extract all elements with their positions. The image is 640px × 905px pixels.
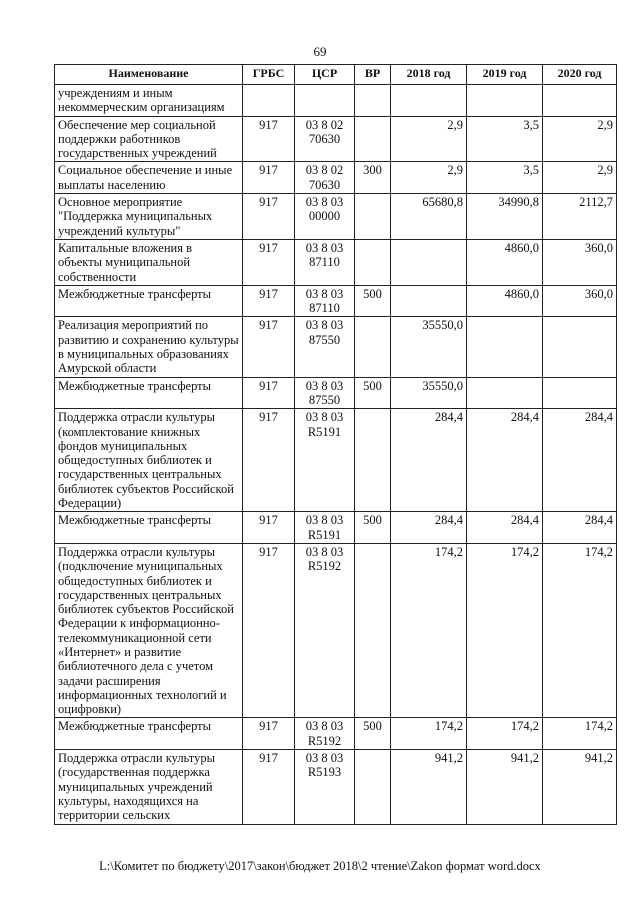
cell-2018: 174,2 bbox=[391, 543, 467, 718]
cell-grbs: 917 bbox=[243, 718, 295, 750]
cell-csr: 03 8 03 00000 bbox=[295, 194, 355, 240]
cell-vr bbox=[355, 116, 391, 162]
cell-name: Поддержка отрасли культуры (подключение муниципальных общедоступных библиотек и государственных центральных библиотек субъектов Российской Федерации к информационно-телекоммуникационной сети «Интернет» и развитие библиотечного дела с учетом задачи расширения информационных технологий и оцифровки) bbox=[55, 543, 243, 718]
cell-name: Основное мероприятие "Поддержка муниципальных учреждений культуры" bbox=[55, 194, 243, 240]
cell-2018: 941,2 bbox=[391, 750, 467, 824]
cell-2018 bbox=[391, 85, 467, 117]
cell-csr: 03 8 03 R5191 bbox=[295, 409, 355, 512]
cell-grbs: 917 bbox=[243, 750, 295, 824]
table-row bbox=[55, 85, 617, 117]
cell-vr: 500 bbox=[355, 285, 391, 317]
cell-grbs: 917 bbox=[243, 116, 295, 162]
cell-2020: 174,2 bbox=[543, 543, 617, 718]
cell-2020: 2112,7 bbox=[543, 194, 617, 240]
cell-csr: 03 8 03 87550 bbox=[295, 317, 355, 377]
header-2019: 2019 год bbox=[467, 65, 543, 85]
header-2018: 2018 год bbox=[391, 65, 467, 85]
cell-vr bbox=[355, 194, 391, 240]
cell-name: Реализация мероприятий по развитию и сохранению культуры в муниципальных образованиях Амурской области bbox=[55, 317, 243, 377]
cell-vr bbox=[355, 317, 391, 377]
cell-2019: 4860,0 bbox=[467, 239, 543, 285]
table-row bbox=[55, 162, 617, 194]
header-2020: 2020 год bbox=[543, 65, 617, 85]
header-vr: ВР bbox=[355, 65, 391, 85]
cell-name: Капитальные вложения в объекты муниципальной собственности bbox=[55, 239, 243, 285]
table-row bbox=[55, 409, 617, 512]
cell-2020: 2,9 bbox=[543, 162, 617, 194]
cell-csr bbox=[295, 85, 355, 117]
cell-grbs: 917 bbox=[243, 317, 295, 377]
cell-vr bbox=[355, 85, 391, 117]
cell-grbs bbox=[243, 85, 295, 117]
cell-2018: 35550,0 bbox=[391, 377, 467, 409]
budget-table bbox=[54, 64, 617, 825]
cell-grbs: 917 bbox=[243, 285, 295, 317]
cell-csr: 03 8 03 R5193 bbox=[295, 750, 355, 824]
table-row bbox=[55, 750, 617, 824]
cell-2019 bbox=[467, 85, 543, 117]
table-row bbox=[55, 239, 617, 285]
cell-2020 bbox=[543, 85, 617, 117]
cell-vr: 300 bbox=[355, 162, 391, 194]
cell-name: Поддержка отрасли культуры (комплектование книжных фондов муниципальных общедоступных библиотек и государственных центральных библиотек субъектов Российской Федерации) bbox=[55, 409, 243, 512]
cell-2019: 3,5 bbox=[467, 162, 543, 194]
cell-csr: 03 8 03 R5192 bbox=[295, 718, 355, 750]
cell-name: Поддержка отрасли культуры (государственная поддержка муниципальных учреждений культуры, находящихся на территории сельских bbox=[55, 750, 243, 824]
cell-2020: 941,2 bbox=[543, 750, 617, 824]
cell-grbs: 917 bbox=[243, 377, 295, 409]
cell-2019: 34990,8 bbox=[467, 194, 543, 240]
table-row bbox=[55, 317, 617, 377]
cell-2018: 65680,8 bbox=[391, 194, 467, 240]
cell-2018: 284,4 bbox=[391, 512, 467, 544]
cell-name: Межбюджетные трансферты bbox=[55, 512, 243, 544]
cell-csr: 03 8 03 R5191 bbox=[295, 512, 355, 544]
cell-csr: 03 8 02 70630 bbox=[295, 116, 355, 162]
page-number: 69 bbox=[313, 44, 327, 59]
cell-2020: 174,2 bbox=[543, 718, 617, 750]
cell-name: Обеспечение мер социальной поддержки работников государственных учреждений bbox=[55, 116, 243, 162]
cell-2019 bbox=[467, 377, 543, 409]
cell-csr: 03 8 02 70630 bbox=[295, 162, 355, 194]
table-row bbox=[55, 543, 617, 718]
cell-vr bbox=[355, 239, 391, 285]
table-header-row bbox=[55, 65, 617, 85]
cell-grbs: 917 bbox=[243, 162, 295, 194]
cell-vr: 500 bbox=[355, 512, 391, 544]
table-row bbox=[55, 194, 617, 240]
cell-2018: 284,4 bbox=[391, 409, 467, 512]
cell-2018: 174,2 bbox=[391, 718, 467, 750]
cell-2019: 284,4 bbox=[467, 409, 543, 512]
cell-grbs: 917 bbox=[243, 543, 295, 718]
cell-2019 bbox=[467, 317, 543, 377]
table-row bbox=[55, 512, 617, 544]
cell-2019: 284,4 bbox=[467, 512, 543, 544]
cell-vr bbox=[355, 409, 391, 512]
cell-2020: 360,0 bbox=[543, 285, 617, 317]
cell-grbs: 917 bbox=[243, 239, 295, 285]
cell-vr: 500 bbox=[355, 377, 391, 409]
cell-csr: 03 8 03 87550 bbox=[295, 377, 355, 409]
header-csr: ЦСР bbox=[295, 65, 355, 85]
cell-2018 bbox=[391, 239, 467, 285]
file-path-footer: L:\Комитет по бюджету\2017\закон\бюджет 2018\2 чтение\Zakon формат word.docx bbox=[99, 859, 541, 873]
cell-name: Межбюджетные трансферты bbox=[55, 718, 243, 750]
cell-vr: 500 bbox=[355, 718, 391, 750]
cell-grbs: 917 bbox=[243, 512, 295, 544]
cell-2019: 174,2 bbox=[467, 543, 543, 718]
cell-2020: 2,9 bbox=[543, 116, 617, 162]
cell-2020: 284,4 bbox=[543, 409, 617, 512]
table-row bbox=[55, 116, 617, 162]
cell-grbs: 917 bbox=[243, 409, 295, 512]
cell-2020 bbox=[543, 317, 617, 377]
cell-2018 bbox=[391, 285, 467, 317]
cell-2019: 941,2 bbox=[467, 750, 543, 824]
header-grbs: ГРБС bbox=[243, 65, 295, 85]
header-name: Наименование bbox=[55, 65, 243, 85]
cell-2019: 3,5 bbox=[467, 116, 543, 162]
cell-2018: 35550,0 bbox=[391, 317, 467, 377]
cell-2018: 2,9 bbox=[391, 116, 467, 162]
cell-2018: 2,9 bbox=[391, 162, 467, 194]
cell-csr: 03 8 03 87110 bbox=[295, 285, 355, 317]
table-row bbox=[55, 718, 617, 750]
cell-2020: 284,4 bbox=[543, 512, 617, 544]
cell-name: Межбюджетные трансферты bbox=[55, 377, 243, 409]
cell-name: Межбюджетные трансферты bbox=[55, 285, 243, 317]
cell-2019: 174,2 bbox=[467, 718, 543, 750]
cell-grbs: 917 bbox=[243, 194, 295, 240]
cell-2020 bbox=[543, 377, 617, 409]
cell-2020: 360,0 bbox=[543, 239, 617, 285]
cell-name: учреждениям и иным некоммерческим организациям bbox=[55, 85, 243, 117]
table-row bbox=[55, 285, 617, 317]
cell-csr: 03 8 03 87110 bbox=[295, 239, 355, 285]
table-row bbox=[55, 377, 617, 409]
cell-name: Социальное обеспечение и иные выплаты населению bbox=[55, 162, 243, 194]
cell-vr bbox=[355, 543, 391, 718]
cell-2019: 4860,0 bbox=[467, 285, 543, 317]
cell-vr bbox=[355, 750, 391, 824]
cell-csr: 03 8 03 R5192 bbox=[295, 543, 355, 718]
